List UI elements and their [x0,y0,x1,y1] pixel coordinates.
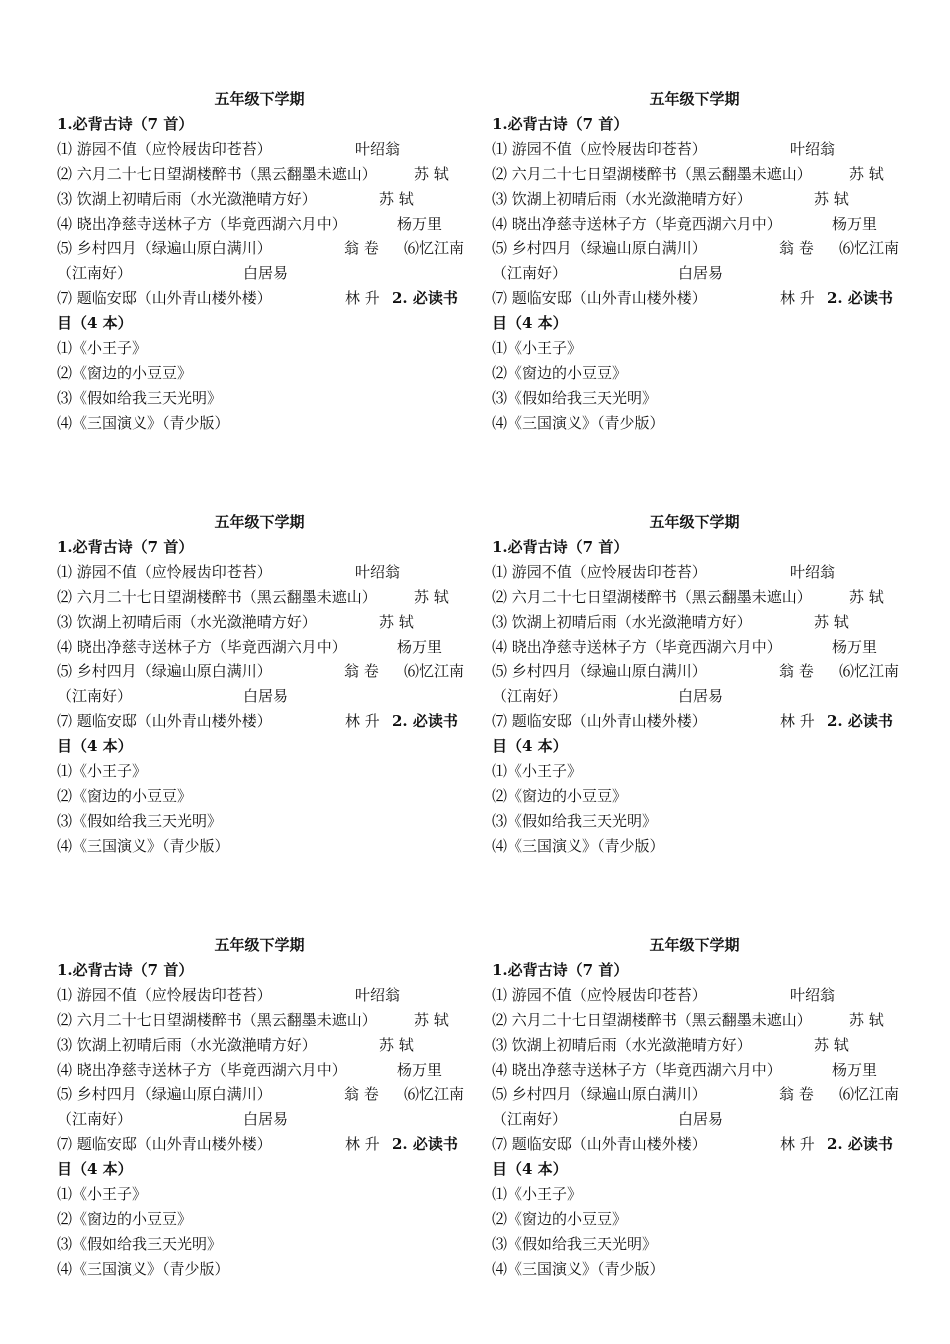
poems-section-heading: 1.必背古诗（7 首） [57,115,194,133]
poem-line [57,236,465,261]
book-item: ⑵《窗边的小豆豆》 [492,786,628,805]
poem-author: 翁 卷 [779,662,814,681]
poem-title: ⑵ 六月二十七日望湖楼醉书（黑云翻墨未遮山） [492,1010,812,1029]
poem-title: ⑷ 晓出净慈寺送林子方（毕竟西湖六月中） [57,637,347,656]
poem-title: ⑵ 六月二十七日望湖楼醉书（黑云翻墨未遮山） [57,1010,377,1029]
poem-line [492,1132,897,1157]
book-item: ⑴《小王子》 [492,762,583,781]
poem-title: ⑴ 游园不值（应怜屐齿印苍苔） [57,562,272,581]
card-title: 五年级下学期 [649,90,740,108]
syllabus-card [57,933,465,1282]
syllabus-card [57,510,465,859]
poem-line [492,1058,897,1083]
poem-6-title-end: （江南好） [57,687,133,706]
book-item: ⑵《窗边的小豆豆》 [492,363,628,382]
poem-title: ⑺ 题临安邸（山外青山楼外楼） [57,1135,272,1154]
poem-author: 林 升 [345,712,380,731]
poem-author: 叶绍翁 [790,985,836,1004]
syllabus-card [57,87,465,436]
poem-line [57,212,462,237]
poem-title: ⑶ 饮湖上初晴后雨（水光潋滟晴方好） [492,189,752,208]
poem-line [57,585,462,610]
books-section-heading-end: 目（4 本） [492,737,568,756]
poem-line [492,137,897,162]
poem-title: ⑺ 题临安邸（山外青山楼外楼） [492,1135,707,1154]
book-item: ⑷《三国演义》（青少版） [57,1259,230,1278]
poem-author: 林 升 [780,712,815,731]
poem-title: ⑴ 游园不值（应怜屐齿印苍苔） [492,985,707,1004]
book-item: ⑶《假如给我三天光明》 [57,811,223,830]
poem-author: 叶绍翁 [790,139,836,158]
poem-line [492,212,897,237]
poem-title: ⑶ 饮湖上初晴后雨（水光潋滟晴方好） [492,612,752,631]
book-item: ⑵《窗边的小豆豆》 [57,1209,193,1228]
poem-author: 翁 卷 [779,1085,814,1104]
card-title: 五年级下学期 [214,513,305,531]
poems-section-heading: 1.必背古诗（7 首） [57,538,194,556]
poem-line [492,1082,900,1107]
poem-title: ⑵ 六月二十七日望湖楼醉书（黑云翻墨未遮山） [492,164,812,183]
book-item: ⑶《假如给我三天光明》 [492,388,658,407]
poem-title: ⑴ 游园不值（应怜屐齿印苍苔） [492,562,707,581]
poem-title: ⑺ 题临安邸（山外青山楼外楼） [492,712,707,731]
poem-line [492,261,897,286]
poem-author: 翁 卷 [344,662,379,681]
poem-author: 苏 轼 [414,587,449,606]
poem-title: ⑴ 游园不值（应怜屐齿印苍苔） [492,139,707,158]
poem-line [57,286,462,311]
poem-line [57,684,462,709]
syllabus-card [492,87,900,436]
poem-author: 杨万里 [397,1060,443,1079]
poem-title: ⑷ 晓出净慈寺送林子方（毕竟西湖六月中） [492,214,782,233]
book-item: ⑵《窗边的小豆豆》 [492,1209,628,1228]
books-section-heading-end: 目（4 本） [492,1160,568,1179]
poem-title: ⑷ 晓出净慈寺送林子方（毕竟西湖六月中） [57,1060,347,1079]
poem-line [492,1008,897,1033]
poem-line [57,635,462,660]
poem-author: 林 升 [780,1135,815,1154]
poem-line [492,236,900,261]
poem-6-title-end: （江南好） [492,264,568,283]
poems-section-heading: 1.必背古诗（7 首） [492,961,629,979]
book-item: ⑷《三国演义》（青少版） [57,836,230,855]
books-section-heading-start: 2. 必读书 [392,289,458,308]
book-item: ⑴《小王子》 [57,1185,148,1204]
poem-line [57,1008,462,1033]
poem-author: 白居易 [678,264,724,283]
books-section-heading-start: 2. 必读书 [827,289,893,308]
poem-line [492,162,897,187]
poem-line [57,162,462,187]
card-title: 五年级下学期 [214,936,305,954]
books-section-heading-start: 2. 必读书 [392,1135,458,1154]
poem-author: 白居易 [243,1110,289,1129]
poem-line [57,1132,462,1157]
poem-line [492,709,897,734]
poem-line [492,610,897,635]
poem-6-title-start: ⑹忆江南 [404,662,465,681]
poem-author: 苏 轼 [849,587,884,606]
poem-title: ⑸ 乡村四月（绿遍山原白满川） [492,239,707,258]
poem-title: ⑷ 晓出净慈寺送林子方（毕竟西湖六月中） [492,1060,782,1079]
book-item: ⑶《假如给我三天光明》 [492,1234,658,1253]
book-item: ⑴《小王子》 [492,339,583,358]
poem-title: ⑵ 六月二十七日望湖楼醉书（黑云翻墨未遮山） [57,587,377,606]
poem-line [492,560,897,585]
book-item: ⑵《窗边的小豆豆》 [57,786,193,805]
book-item: ⑶《假如给我三天光明》 [57,1234,223,1253]
poem-author: 林 升 [345,1135,380,1154]
poem-title: ⑺ 题临安邸（山外青山楼外楼） [57,289,272,308]
poem-line [57,137,462,162]
poem-6-title-end: （江南好） [57,264,133,283]
poem-6-title-start: ⑹忆江南 [839,662,900,681]
poem-6-title-end: （江南好） [492,1110,568,1129]
poem-title: ⑺ 题临安邸（山外青山楼外楼） [492,289,707,308]
poem-6-title-end: （江南好） [57,1110,133,1129]
poem-6-title-end: （江南好） [492,687,568,706]
poem-line [492,585,897,610]
poem-title: ⑶ 饮湖上初晴后雨（水光潋滟晴方好） [57,1035,317,1054]
poem-author: 林 升 [345,289,380,308]
poem-author: 翁 卷 [344,1085,379,1104]
book-item: ⑷《三国演义》（青少版） [492,1259,665,1278]
poem-author: 白居易 [243,687,289,706]
poem-author: 苏 轼 [814,612,849,631]
poem-author: 苏 轼 [379,1035,414,1054]
poem-author: 苏 轼 [849,164,884,183]
poem-title: ⑸ 乡村四月（绿遍山原白满川） [57,239,272,258]
poem-author: 苏 轼 [814,1035,849,1054]
poem-title: ⑵ 六月二十七日望湖楼醉书（黑云翻墨未遮山） [492,587,812,606]
poem-author: 翁 卷 [779,239,814,258]
poem-line [57,659,465,684]
poem-line [57,610,462,635]
poem-author: 白居易 [678,1110,724,1129]
poem-author: 杨万里 [832,214,878,233]
poem-line [492,1107,897,1132]
book-item: ⑴《小王子》 [57,339,148,358]
syllabus-card [492,510,900,859]
poem-line [492,635,897,660]
poem-author: 白居易 [678,687,724,706]
poem-author: 叶绍翁 [790,562,836,581]
poem-line [492,684,897,709]
book-item: ⑷《三国演义》（青少版） [57,413,230,432]
poem-title: ⑸ 乡村四月（绿遍山原白满川） [57,1085,272,1104]
poem-line [57,1082,465,1107]
poem-title: ⑵ 六月二十七日望湖楼醉书（黑云翻墨未遮山） [57,164,377,183]
poem-title: ⑸ 乡村四月（绿遍山原白满川） [57,662,272,681]
poem-line [57,261,462,286]
poem-line [492,659,900,684]
poem-line [57,1107,462,1132]
poem-title: ⑴ 游园不值（应怜屐齿印苍苔） [57,139,272,158]
poem-line [57,983,462,1008]
card-title: 五年级下学期 [214,90,305,108]
poem-author: 苏 轼 [379,189,414,208]
books-section-heading-start: 2. 必读书 [392,712,458,731]
poem-author: 苏 轼 [379,612,414,631]
poem-line [57,187,462,212]
poem-line [492,187,897,212]
poem-author: 叶绍翁 [355,985,401,1004]
poem-author: 杨万里 [397,214,443,233]
poem-title: ⑷ 晓出净慈寺送林子方（毕竟西湖六月中） [57,214,347,233]
book-item: ⑴《小王子》 [492,1185,583,1204]
poem-line [57,709,462,734]
poem-author: 叶绍翁 [355,139,401,158]
poem-author: 苏 轼 [414,164,449,183]
poem-line [57,560,462,585]
poems-section-heading: 1.必背古诗（7 首） [57,961,194,979]
poem-title: ⑺ 题临安邸（山外青山楼外楼） [57,712,272,731]
poem-author: 白居易 [243,264,289,283]
syllabus-card [492,933,900,1282]
book-item: ⑶《假如给我三天光明》 [492,811,658,830]
poem-6-title-start: ⑹忆江南 [404,1085,465,1104]
book-item: ⑵《窗边的小豆豆》 [57,363,193,382]
poems-section-heading: 1.必背古诗（7 首） [492,115,629,133]
card-title: 五年级下学期 [649,513,740,531]
poem-author: 苏 轼 [814,189,849,208]
poem-title: ⑸ 乡村四月（绿遍山原白满川） [492,662,707,681]
poem-author: 苏 轼 [849,1010,884,1029]
poem-line [57,1033,462,1058]
poem-title: ⑴ 游园不值（应怜屐齿印苍苔） [57,985,272,1004]
book-item: ⑷《三国演义》（青少版） [492,836,665,855]
poem-title: ⑶ 饮湖上初晴后雨（水光潋滟晴方好） [57,189,317,208]
poem-line [492,286,897,311]
books-section-heading-start: 2. 必读书 [827,1135,893,1154]
books-section-heading-start: 2. 必读书 [827,712,893,731]
poem-author: 林 升 [780,289,815,308]
poem-6-title-start: ⑹忆江南 [404,239,465,258]
poem-author: 苏 轼 [414,1010,449,1029]
books-section-heading-end: 目（4 本） [492,314,568,333]
poem-title: ⑷ 晓出净慈寺送林子方（毕竟西湖六月中） [492,637,782,656]
book-item: ⑴《小王子》 [57,762,148,781]
poem-line [57,1058,462,1083]
books-section-heading-end: 目（4 本） [57,1160,133,1179]
poem-author: 杨万里 [832,637,878,656]
poem-6-title-start: ⑹忆江南 [839,1085,900,1104]
poem-title: ⑶ 饮湖上初晴后雨（水光潋滟晴方好） [492,1035,752,1054]
poem-author: 杨万里 [832,1060,878,1079]
card-title: 五年级下学期 [649,936,740,954]
book-item: ⑶《假如给我三天光明》 [57,388,223,407]
poem-author: 叶绍翁 [355,562,401,581]
books-section-heading-end: 目（4 本） [57,737,133,756]
poem-author: 翁 卷 [344,239,379,258]
books-section-heading-end: 目（4 本） [57,314,133,333]
poem-6-title-start: ⑹忆江南 [839,239,900,258]
poem-title: ⑸ 乡村四月（绿遍山原白满川） [492,1085,707,1104]
book-item: ⑷《三国演义》（青少版） [492,413,665,432]
poem-title: ⑶ 饮湖上初晴后雨（水光潋滟晴方好） [57,612,317,631]
poem-line [492,1033,897,1058]
poems-section-heading: 1.必背古诗（7 首） [492,538,629,556]
poem-line [492,983,897,1008]
poem-author: 杨万里 [397,637,443,656]
